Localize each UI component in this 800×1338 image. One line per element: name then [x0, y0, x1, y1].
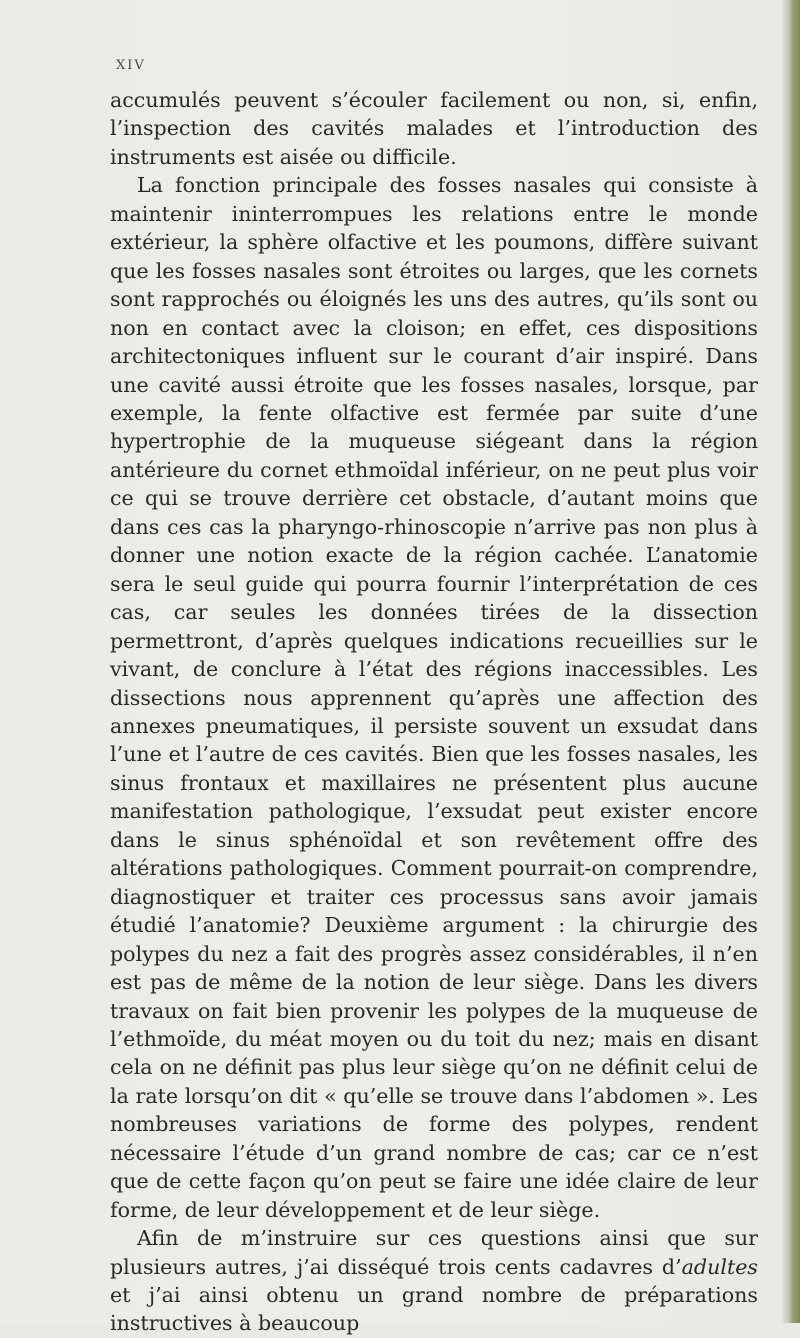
paragraph-text-start: Afin de m’instruire sur ces questions ainsi que sur plusieurs autres, j’ai disséqué trois cents cadavres d’ — [110, 1226, 758, 1279]
paragraph-text-end: et j’ai ainsi obtenu un grand nombre de préparations instructives à beaucoup — [110, 1283, 758, 1336]
page-edge — [782, 0, 800, 1323]
paragraph-dissections — [110, 1224, 758, 1338]
paragraph-continued: accumulés peuvent s’écouler facilement ou non, si, enfin, l’inspection des cavités malades et l’introduction des instruments est aisée ou difficile. — [110, 88, 758, 169]
paragraph-nasal-function: La fonction principale des fosses nasales qui consiste à maintenir ininterrompues les relations entre le monde extérieur, la sphère olfactive et les poumons, diffère suivant que les fosses nasales sont étroites ou larges, que les cornets sont rapprochés ou éloignés les uns des autres, qu’ils sont ou non en contact avec la cloison; en effet, ces dispositions architectoniques influent sur le courant d’air inspiré. Dans une cavité aussi étroite que les fosses nasales, lorsque, par exemple, la fente olfactive est fermée par suite d’une hypertrophie de la muqueuse siégeant dans la région antérieure du cornet ethmoïdal inférieur, on ne peut plus voir ce qui se trouve derrière cet obstacle, d’autant moins que dans ces cas la pharyngo-rhinoscopie n’arrive pas non plus à donner une notion exacte de la région cachée. L’anatomie sera le seul guide qui pourra fournir l’interprétation de ces cas, car seules les données tirées de la dissection permettront, d’après quelques indications recueillies sur le vivant, de conclure à l’état des régions inaccessibles. Les dissections nous apprennent qu’après une affection des annexes pneumatiques, il persiste souvent un exsudat dans l’une et l’autre de ces cavités. Bien que les fosses nasales, les sinus frontaux et maxillaires ne présentent plus aucune manifestation pathologique, l’exsudat peut exister encore dans le sinus sphénoïdal et son revêtement offre des altérations pathologiques. Comment pourrait-on comprendre, diagnostiquer et traiter ces processus sans avoir jamais étudié l’anatomie? Deuxième argument : la chirurgie des polypes du nez a fait des progrès assez considérables, il n’en est pas de même de la notion de leur siège. Dans les divers travaux on fait bien provenir les polypes de la muqueuse de l’ethmoïde, du méat moyen ou du toit du nez; mais en disant cela on ne définit pas plus leur siège qu’on ne définit celui de la rate lorsqu’on dit « qu’elle se trouve dans l’abdomen ». Les nombreuses variations de forme des polypes, rendent nécessaire l’étude d’un grand nombre de cas; car ce n’est que de cette façon qu’on peut se faire une idée claire de leur forme, de leur développement et de leur siège. — [110, 173, 758, 1222]
body-text — [110, 86, 758, 1338]
italic-word: adultes — [681, 1254, 758, 1279]
page-number: XIV — [116, 58, 146, 73]
